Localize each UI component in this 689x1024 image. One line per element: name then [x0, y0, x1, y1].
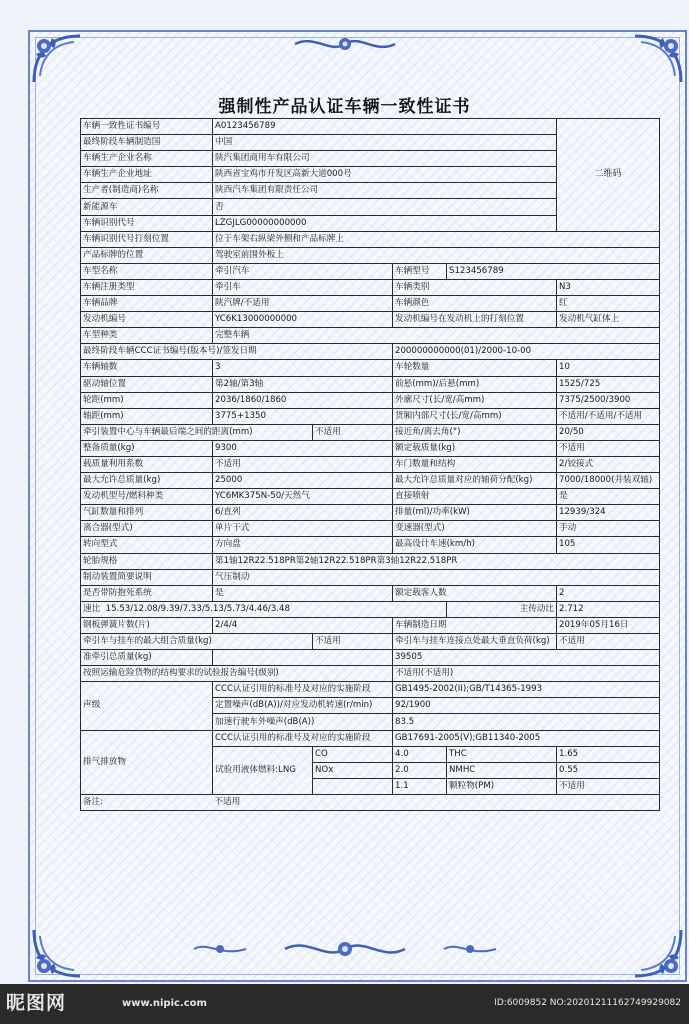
table-row: 加速行驶车外噪声(dB(A)) 83.5 — [81, 714, 660, 730]
corner-ornament-bottom-left-icon — [30, 926, 84, 980]
table-row: 发动机编号 YC6K13000000000 发动机编号在发动机上的打刻位置 发动机气缸体上 — [81, 312, 660, 328]
table-row: 牵引车与挂车的最大组合质量(kg) 不适用 牵引车与挂车连接点处最大垂直负荷(kg) 不适用 — [81, 634, 660, 650]
table-row: 试验用液体燃料:LNG CO 4.0 THC 1.65 — [81, 746, 660, 762]
table-row: 轮胎规格 第1轴12R22.518PR第2轴12R22.518PR第3轴12R22.518PR — [81, 553, 660, 569]
bottom-center-ornament-icon — [280, 935, 410, 963]
table-row: 排气排放物 CCC认证引用的标准号及对应的实施阶段 GB17691-2005(V);GB11340-2005 — [81, 730, 660, 746]
table-row: NOx 2.0 NMHC 0.55 — [81, 762, 660, 778]
table-row: 1.1 颗粒物(PM) 不适用 — [81, 778, 660, 794]
certificate-table — [80, 118, 660, 811]
table-row: 速比 15.53/12.08/9.39/7.33/5.13/5.73/4.46/3.48 主传动比 2.712 — [81, 601, 660, 617]
table-row: 车辆轴数 3 车轮数量 10 — [81, 360, 660, 376]
table-row: 车辆识别代号打刻位置 位于车架右纵梁外侧和产品标牌上 — [81, 231, 660, 247]
table-row: 按照运输危险货物的结构要求的试验报告编号(级别) 不适用(不适用) — [81, 666, 660, 682]
table-row: 最终阶段车辆制造国 中国 — [81, 135, 660, 151]
table-row: 车辆品牌 陕汽牌/不适用 车辆颜色 红 — [81, 296, 660, 312]
qr-code-label: 二维码 — [557, 119, 660, 232]
table-row: 轮距(mm) 2036/1860/1860 外廓尺寸(长/宽/高mm) 7375/2500/3900 — [81, 392, 660, 408]
table-row: 车型名称 牵引汽车 车辆型号 S123456789 — [81, 263, 660, 279]
table-row: 车辆生产企业名称 陕汽集团商用车有限公司 — [81, 151, 660, 167]
table-row: 车辆一致性证书编号 A0123456789 二维码 — [81, 119, 660, 135]
table-row: 发动机型号/燃料种类 YC6MK375N-50/天然气 直接喷射 是 — [81, 489, 660, 505]
table-row: 最大允许总质量(kg) 25000 最大允许总质量对应的轴荷分配(kg) 7000/18000(并装双轴) — [81, 473, 660, 489]
top-center-ornament-icon — [290, 32, 400, 56]
table-row: 生产者(制造商)名称 陕西汽车集团有限责任公司 — [81, 183, 660, 199]
table-row: 气缸数量和排列 6/直列 排量(ml)/功率(kW) 12939/324 — [81, 505, 660, 521]
table-row: 车辆注册类型 牵引车 车辆类别 N3 — [81, 279, 660, 295]
table-row: 转向型式 方向盘 最高设计车速(km/h) 105 — [81, 537, 660, 553]
watermark-image-id: ID:6009852 NO:20201211162749929082 — [494, 998, 681, 1008]
document-title: 强制性产品认证车辆一致性证书 — [218, 97, 471, 117]
bottom-right-ornament-icon — [440, 938, 500, 960]
table-row: 车辆生产企业地址 陕西省宝鸡市开发区高新大道000号 — [81, 167, 660, 183]
corner-ornament-bottom-right-icon — [631, 926, 685, 980]
watermark-bar — [0, 984, 689, 1024]
table-row: 新能源车 否 — [81, 199, 660, 215]
watermark-site-link[interactable]: www.nipic.com — [122, 998, 207, 1009]
table-row: 车辆识别代号 LZGJLG00000000000 — [81, 215, 660, 231]
corner-ornament-top-right-icon — [631, 32, 685, 86]
table-row: 驱动轴位置 第2轴/第3轴 前悬(mm)/后悬(mm) 1525/725 — [81, 376, 660, 392]
table-row: 准牵引总质量(kg) 39505 — [81, 650, 660, 666]
table-row: 整备质量(kg) 9300 额定载质量(kg) 不适用 — [81, 440, 660, 456]
table-row: 声级 CCC认证引用的标准号及对应的实施阶段 GB1495-2002(II);GB/T14365-1993 — [81, 682, 660, 698]
table-row: 最终阶段车辆CCC证书编号(版本号)/签发日期 200000000000(01)/2000-10-00 — [81, 344, 660, 360]
table-row: 轴距(mm) 3775+1350 货厢内部尺寸(长/宽/高mm) 不适用/不适用/不适用 — [81, 408, 660, 424]
table-row: 载质量利用系数 不适用 车门数量和结构 2/铰接式 — [81, 456, 660, 472]
table-row: 是否带防抱死系统 是 额定载客人数 2 — [81, 585, 660, 601]
table-row: 备注: 不适用 — [81, 794, 660, 810]
bottom-left-ornament-icon — [190, 938, 250, 960]
table-row: 钢板弹簧片数(片) 2/4/4 车辆制造日期 2019年05月16日 — [81, 617, 660, 633]
table-row: 产品标牌的位置 驾驶室前围外板上 — [81, 247, 660, 263]
table-row: 定置噪声(dB(A))/对应发动机转速(r/min) 92/1900 — [81, 698, 660, 714]
table-row: 牵引装置中心与车辆最后端之间的距离(mm) 不适用 接近角/离去角(°) 20/50 — [81, 424, 660, 440]
table-row: 车型种类 完整车辆 — [81, 328, 660, 344]
table-row: 离合器(型式) 单片干式 变速器(型式) 手动 — [81, 521, 660, 537]
watermark-logo: 昵图网 — [6, 992, 67, 1014]
corner-ornament-top-left-icon — [30, 32, 84, 86]
table-row: 制动装置简要说明 气压制动 — [81, 569, 660, 585]
